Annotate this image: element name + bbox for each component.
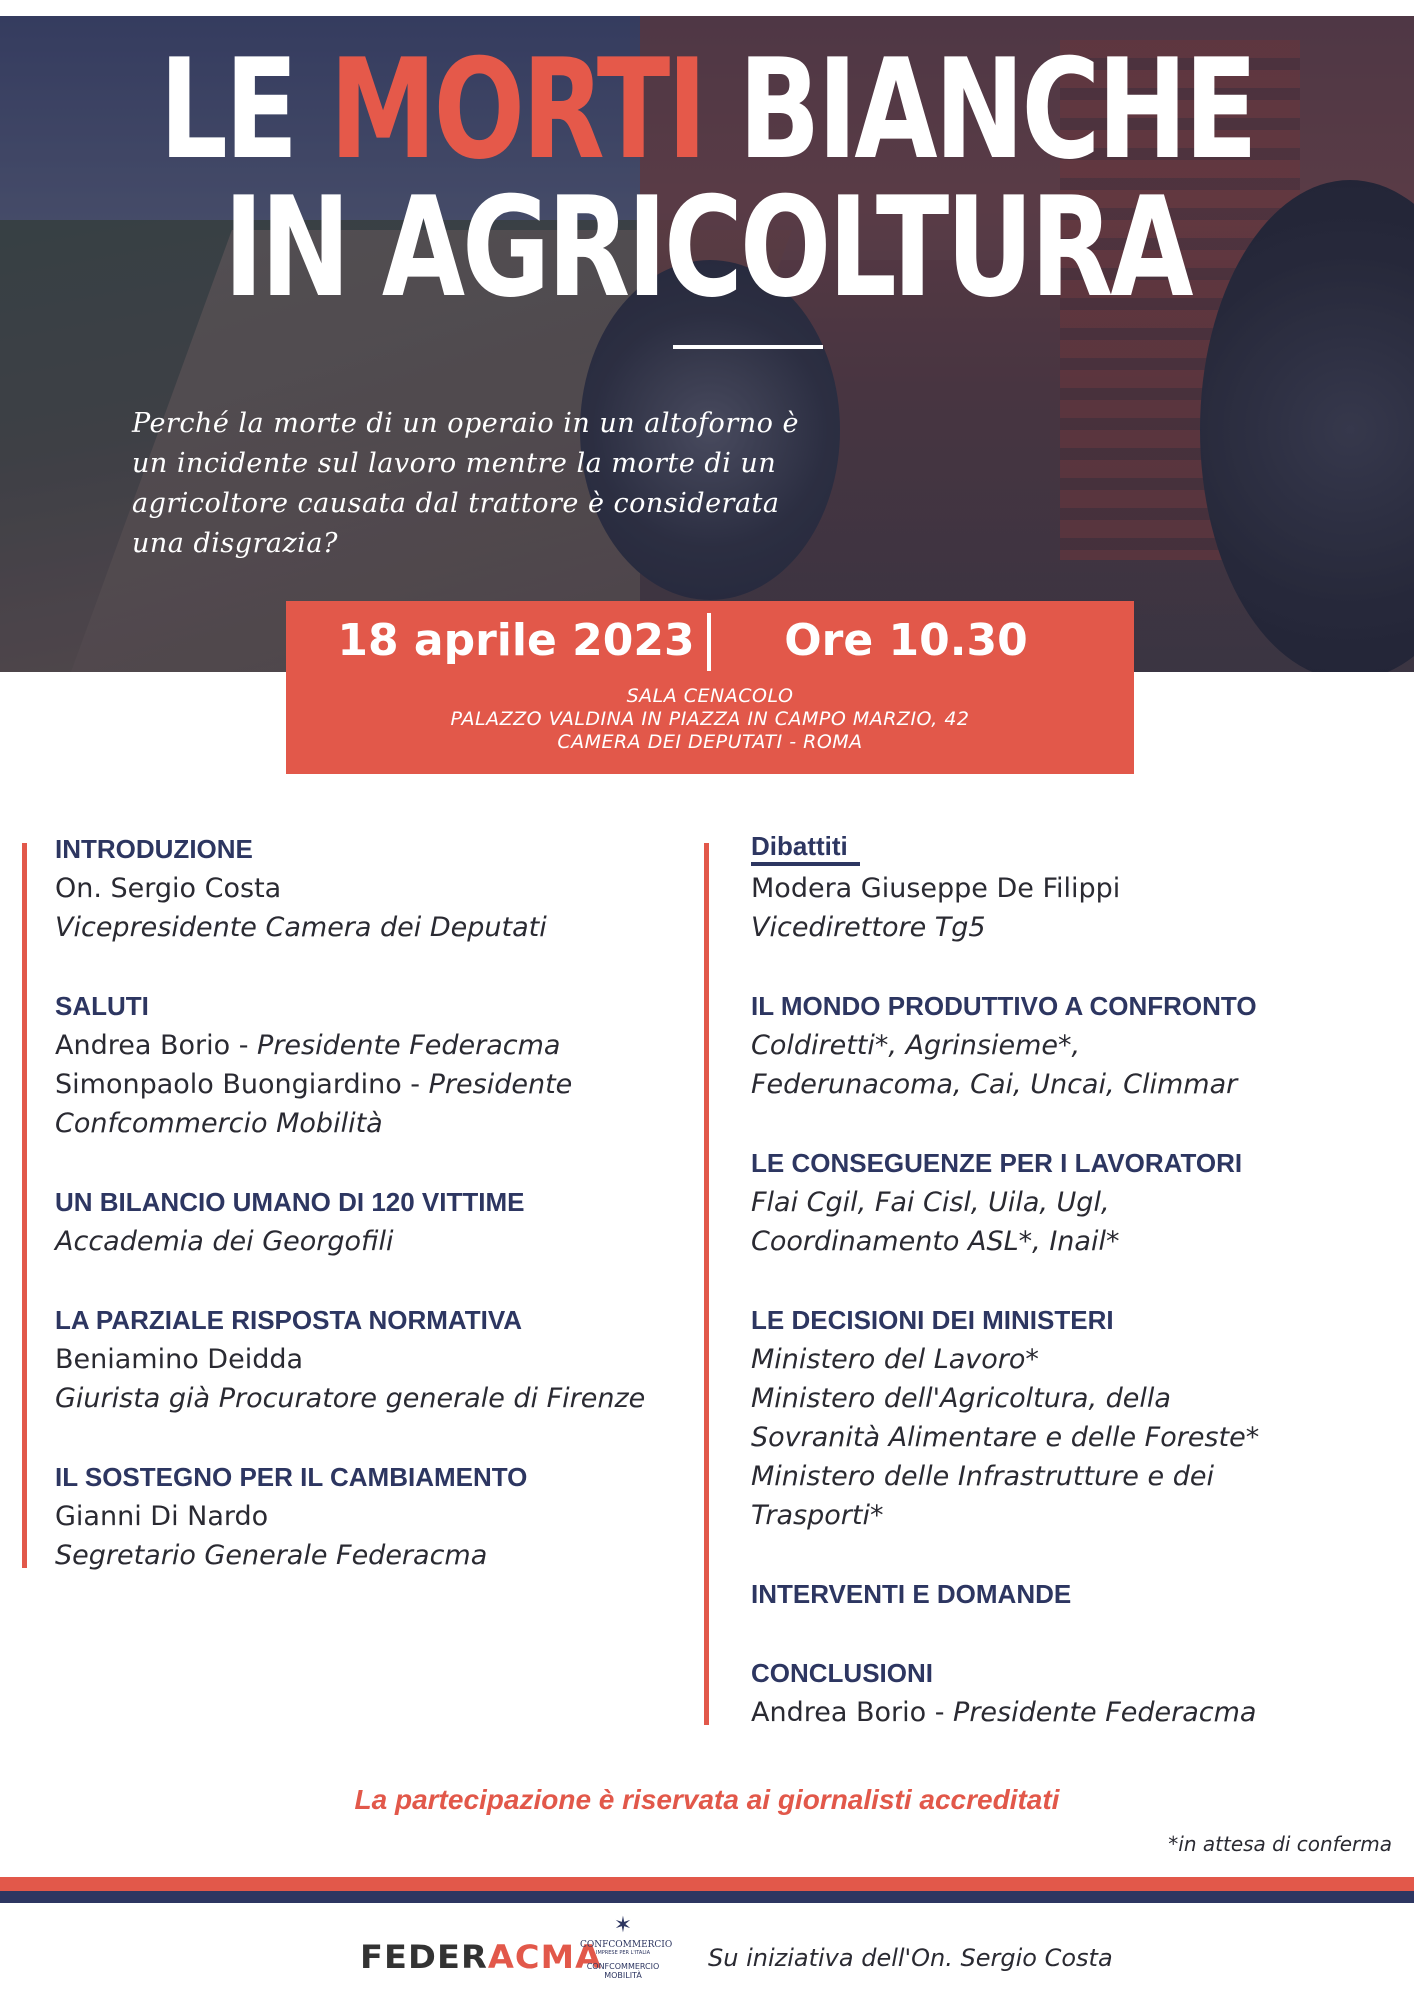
federacma-logo-part: FEDER [360,1938,488,1976]
date-time-separator [707,613,711,671]
program-section [751,830,1391,947]
speaker-role: Presidente Federacma [953,1697,1257,1728]
confcommercio-mobilita-text: CONFCOMMERCIO MOBILITÀ [586,1962,660,1980]
section-heading: SALUTI [55,991,149,1021]
title-accent-word: MORTI [329,29,705,190]
event-date: 18 aprile 2023 [337,615,695,666]
speaker-name: Simonpaolo Buongiardino - [55,1069,429,1100]
confcommercio-logo-subtext: IMPRESE PER L'ITALIA [596,1950,650,1956]
section-heading: LA PARZIALE RISPOSTA NORMATIVA [55,1305,523,1335]
right-column-bar [704,843,709,1725]
participants-line: Ministero del Lavoro* [751,1344,1039,1375]
speaker-line [55,1065,695,1104]
program-section [751,1301,1391,1535]
federacma-logo-accent: ACMA [487,1938,603,1976]
question-line: Perché la morte di un operaio in un altoforno è [132,408,799,439]
title-word-le: LE [159,29,330,190]
event-info-box [286,601,1134,774]
venue-line: SALA CENACOLO [626,685,794,707]
participants-line: Coldiretti*, Agrinsieme*, [751,1030,1081,1061]
section-heading: INTERVENTI E DOMANDE [751,1579,1072,1609]
participants-line: Flai Cgil, Fai Cisl, Uila, Ugl, [751,1187,1110,1218]
participants-line: Trasporti* [751,1500,884,1531]
participants-line: Federunacoma, Cai, Uncai, Climmar [751,1069,1238,1100]
speaker-name: Andrea Borio - [751,1697,954,1728]
speaker-role: Confcommercio Mobilità [55,1108,383,1139]
confcommercio-logo [580,1913,673,1990]
program-section [751,987,1391,1104]
participants-line: Ministero dell'Agricoltura, della [751,1383,1171,1414]
section-heading: IL MONDO PRODUTTIVO A CONFRONTO [751,991,1257,1021]
confirmation-note: *in attesa di conferma [1168,1832,1392,1856]
venue-line: CAMERA DEI DEPUTATI - ROMA [557,731,863,753]
program-section [751,1654,1391,1732]
section-heading: LE CONSEGUENZE PER I LAVORATORI [751,1148,1243,1178]
title-line-2: IN AGRICOLTURA [223,167,1191,328]
speaker-name: Beniamino Deidda [55,1344,304,1375]
footer-band-navy [0,1891,1414,1903]
program-section [55,987,695,1143]
program-left-column [55,830,695,1615]
footer-band-red [0,1877,1414,1891]
title-line-1 [156,29,1259,190]
speaker-name: Andrea Borio - [55,1030,258,1061]
accreditation-note: La partecipazione è riservata ai giornalisti accreditati [354,1784,1060,1815]
federacma-logo [360,1938,602,1976]
participants-line: Ministero delle Infrastrutture e dei [751,1461,1214,1492]
question-line: una disgrazia? [132,528,338,559]
program-section [55,1458,695,1575]
initiative-credit: Su iniziativa dell'On. Sergio Costa [708,1944,1113,1972]
section-heading: INTRODUZIONE [55,834,253,864]
section-heading: Dibattiti [751,830,860,866]
section-heading: UN BILANCIO UMANO DI 120 VITTIME [55,1187,525,1217]
section-heading: LE DECISIONI DEI MINISTERI [751,1305,1114,1335]
event-venue [286,685,1134,754]
speaker-role: Presidente Federacma [257,1030,561,1061]
program-right-column [751,830,1391,1772]
section-heading: CONCLUSIONI [751,1658,933,1688]
program-section [751,1575,1391,1614]
hero-question [132,404,852,564]
title-divider [673,345,823,349]
speaker-role: Vicepresidente Camera dei Deputati [55,912,547,943]
speaker-org: Accademia dei Georgofili [55,1226,394,1257]
program-section [55,1301,695,1418]
speaker-role: Segretario Generale Federacma [55,1540,488,1571]
question-line: un incidente sul lavoro mentre la morte di un [132,448,777,479]
section-heading: IL SOSTEGNO PER IL CAMBIAMENTO [55,1462,528,1492]
eagle-icon: ✶ [613,1913,633,1938]
speaker-name: Gianni Di Nardo [55,1501,269,1532]
program-section [55,830,695,947]
speaker-role: Presidente [428,1069,573,1100]
question-line: agricoltore causata dal trattore è considerata [132,488,780,519]
program-section [55,1183,695,1261]
confcommercio-logo-text: CONFCOMMERCIO [580,1940,673,1950]
participants-line: Coordinamento ASL*, Inail* [751,1226,1120,1257]
event-time: Ore 10.30 [784,615,1028,666]
speaker-line [751,1693,1391,1732]
moderator-role: Vicedirettore Tg5 [751,912,986,943]
venue-line: PALAZZO VALDINA IN PIAZZA IN CAMPO MARZIO, 42 [450,708,970,730]
speaker-name: On. Sergio Costa [55,873,282,904]
top-white-strip [0,0,1414,16]
moderator-name: Modera Giuseppe De Filippi [751,873,1121,904]
speaker-line [55,1026,695,1065]
left-column-bar [22,843,27,1568]
speaker-role: Giurista già Procuratore generale di Firenze [55,1383,646,1414]
participants-line: Sovranità Alimentare e delle Foreste* [751,1422,1260,1453]
program-section [751,1144,1391,1261]
title-word-bianche: BIANCHE [704,29,1255,190]
